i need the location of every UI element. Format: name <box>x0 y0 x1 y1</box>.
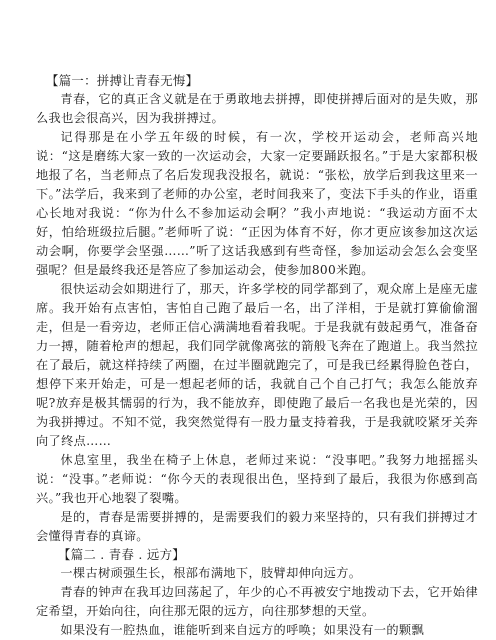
paragraph: 很快运动会如期进行了，那天，许多学校的同学都到了，观众席上是座无虚席。我开始有点害怕，害怕自己跑了最后一名，出了洋相，于是就打算偷偷溜走，但是一看旁边，老师正信心满满地看着我呢。于是我就有鼓起勇气，准备奋力一搏，随着枪声的想起，我们同学就像离弦的箭般飞奔在了跑道上。我当然拉在了最后，就这样持续了两圈，在过半圈就跑完了，可是我已经累得脸色苍白，想停下来开始走，可是一想起老师的话，我就自己个自己打气；我怎么能放弃呢?放弃是极其懦弱的行为，我不能放弃，即使跑了最后一名我也是光荣的，因为我拼搏过。不知不觉，我突然觉得有一股力量支持着我，于是我就咬紧牙关奔向了终点…… <box>36 282 478 448</box>
paragraph: 青春，它的真正含义就是在于勇敢地去拼搏，即使拼搏后面对的是失败，那么我也会很高兴，因为我拼搏过。 <box>36 92 478 125</box>
paragraph: 青春的钟声在我耳边回荡起了，年少的心不再被安宁地拨动下去，它开始律定希望，开始向往，向往那无限的远方，向往那梦想的天堂。 <box>36 585 478 618</box>
paragraph: 是的，青春是需要拼搏的，是需要我们的毅力来坚持的，只有我们拼搏过才会懂得青春的真谛。 <box>36 510 478 543</box>
article-title: 【篇二 . 青春 . 远方】 <box>58 547 185 562</box>
paragraph: 如果没有一腔热血，谁能听到来自远方的呼唤；如果没有一的颗飘 <box>60 623 424 637</box>
paragraph: 休息室里，我坐在椅子上休息，老师过来说：“没事吧。”我努力地摇摇头说：“没事。”老师说：“你今天的表现很出色，坚持到了最后，我很为你感到高兴。”我也开心地裂了裂嘴。 <box>36 453 478 505</box>
article-title: 【篇一：拼搏让青春无悔】 <box>46 73 199 88</box>
paragraph: 记得那是在小学五年级的时候，有一次，学校开运动会，老师高兴地说：“这是磨练大家一致的一次运动会，大家一定要踊跃报名。”于是大家都积极地报了名，当老师点了名后发现我没报名，就说：“张松，放学后到我这里来一下。”法学后，我来到了老师的办公室，老时间我来了，变法下手头的作业，语重心长地对我说：“你为什么不参加运动会啊？”我小声地说：“我运动方面不太好，怕给班级拉后腿。”老师听了说：“正因为体育不好，你才更应该参加这次运动会啊，你要学会坚强……”听了这话我感到有些奇怪，参加运动会怎么会变坚强呢？但是最终我还是答应了参加运动会，使参加800米跑。 <box>36 130 478 277</box>
paragraph: 一棵古树顽强生长，根部布满地下，肢臂却伸向远方。 <box>60 566 362 580</box>
